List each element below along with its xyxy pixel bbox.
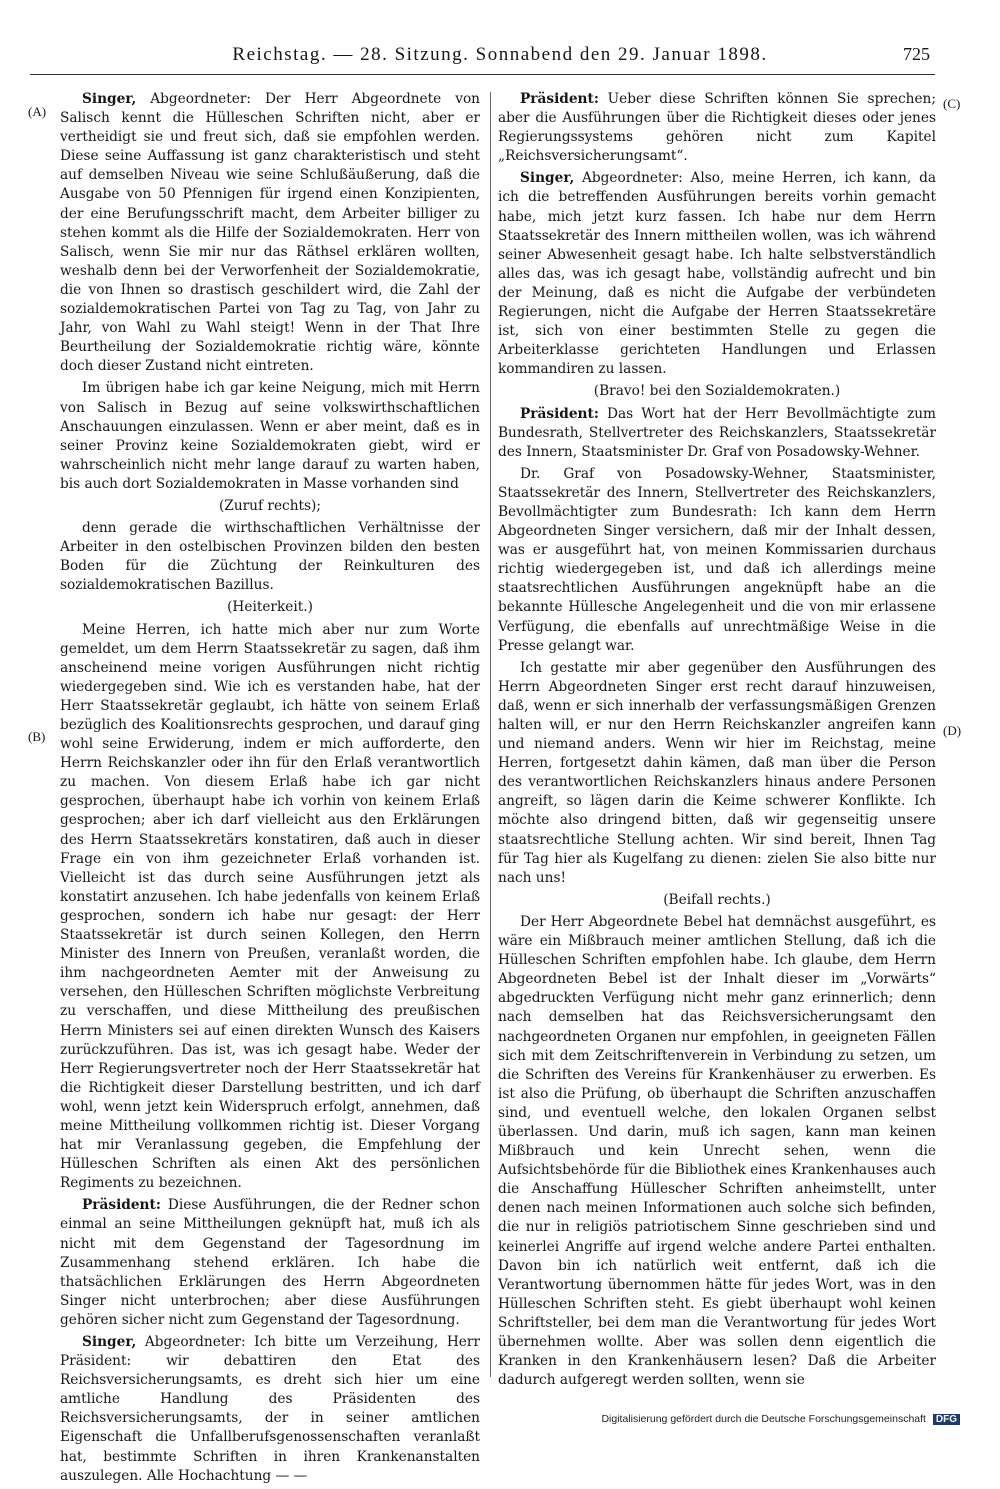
paragraph xyxy=(498,90,936,166)
paragraph xyxy=(498,659,936,888)
paragraph-text: Ueber diese Schriften können Sie sprechen; aber die Ausführungen über die Richtigkeit dieses oder jenes Regierungssystems gehören nicht zum Kapitel „Reichsversicherungsamt“. xyxy=(498,91,936,165)
paragraph-text: (Heiterkeit.) xyxy=(227,599,313,616)
speaker-name: Singer, xyxy=(82,1334,137,1350)
paragraph-text: Abgeordneter: Der Herr Abgeordnete von Salisch kennt die Hülleschen Schriften nicht, aber er vertheidigt sie und freut sich, daß sie empfohlen werden. Diese seine Auffassung ist ganz charakteristisch und steht auf demselben Niveau wie seine Schlußäußerung, daß die Ausgabe von 50 Pfennigen für irgend einen Konzipienten, der eine Berufungsschrift macht, dem Arbeiter billiger zu stehen kommt als die Hilfe der Sozialdemokraten. Herr von Salisch, wenn Sie mir nur das Räthsel erklären wollten, weshalb denn bei der Verworfenheit der Sozialdemokratie, die von Ihnen so drastisch geschildert wird, die Zahl der sozialdemokratischen Partei von Tag zu Tag, von Jahr zu Jahr, von Wahl zu Wahl steigt! Wenn in der That Ihre Beurtheilung der Sozialdemokratie richtig wäre, könnte doch dieser Zustand nicht eintreten. xyxy=(60,91,480,375)
speaker-name: Präsident: xyxy=(520,91,599,107)
paragraph-text: Im übrigen habe ich gar keine Neigung, mich mit Herrn von Salisch in Bezug auf seine volkswirthschaftlichen Anschauungen einzulassen. Wenn er aber meint, daß es in seiner Provinz keine Sozialdemokraten giebt, wird er wahrscheinlich nicht mehr lange darauf zu warten haben, bis auch dort Sozialdemokraten in Masse vorhanden sind xyxy=(60,380,480,492)
paragraph-text: Abgeordneter: Ich bitte um Verzeihung, Herr Präsident: wir debattiren den Etat des Reichsversicherungsamts, es dreht sich hier um eine amtliche Handlung des Präsidenten des Reichsversicherungsamts, der in seiner amtlichen Eigenschaft die Unfallberufsgenossenschaften veranlaßt hat, bestimmte Schriften in ihren Krankenanstalten auszulegen. Alle Hochachtung — — xyxy=(60,1334,480,1484)
paragraph-text: Das Wort hat der Herr Bevollmächtigte zum Bundesrath, Stellvertreter des Reichskanzlers, Staatssekretär des Innern, Staatsminister Dr. Graf von Posadowsky-Wehner. xyxy=(498,405,936,460)
paragraph-text: Ich gestatte mir aber gegenüber den Ausführungen des Herrn Abgeordneten Singer erst recht darauf hinzuweisen, daß, wenn er sich innerhalb der verfassungsmäßigen Grenzen halten will, er nur den Herrn Reichskanzler angreifen kann und niemand anders. Wenn wir hier im Reichstag, meine Herren, fortgesetzt dahin kämen, daß man über die Person des verantwortlichen Reichskanzlers hinaus andere Personen angreift, so lägen darin die Keime schwerer Konflikte. Ich möchte also dringend bitten, daß wir gegenseitig unsere staatsrechtliche Stellung achten. Wir sind bereit, Ihnen Tag für Tag hier als Kugelfang zu dienen: zielen Sie also bitte nur nach uns! xyxy=(498,659,936,886)
speaker-name: Präsident: xyxy=(520,405,599,422)
paragraph-text: (Beifall rechts.) xyxy=(663,891,771,908)
left-column xyxy=(60,90,480,1489)
margin-mark-c: (C) xyxy=(943,96,961,111)
header-rule xyxy=(30,74,935,75)
paragraph xyxy=(60,90,480,376)
paragraph xyxy=(498,405,936,462)
paragraph xyxy=(60,598,480,617)
paragraph xyxy=(498,891,936,910)
paragraph xyxy=(60,621,480,1194)
speaker-name: Singer, xyxy=(520,170,575,187)
speaker-name: Singer, xyxy=(82,91,137,107)
paragraph-text: Meine Herren, ich hatte mich aber nur zum Worte gemeldet, um dem Herrn Staatssekretär zu sagen, daß ihm anscheinend meine vorigen Ausführungen nicht richtig wiedergegeben sind. Wie ich es verstanden habe, hat der Herr Staatssekretär geglaubt, ich hätte von seinem Erlaß bezüglich des Koalitionsrechts gesprochen, und darauf ging wohl seine Erwiderung, indem er mich aufforderte, den Herrn Reichskanzler oder ihn für den Erlaß verantwortlich zu machen. Von diesem Erlaß habe ich gar nicht gesprochen, überhaupt habe ich vorhin von keinem Erlaß gesprochen; aber ich darf vielleicht aus den Erklärungen des Herrn Staatssekretärs konstatiren, daß auch in dieser Frage ein von ihm gezeichneter Erlaß vorhanden ist. Vielleicht ist das durch seine Ausführungen jetzt als konstatirt anzusehen. Ich habe jedenfalls von keinem Erlaß gesprochen, sondern ich habe nur gesagt: der Herr Staatssekretär ist durch seinen Kollegen, den Herrn Minister des Innern von Preußen, veranlaßt worden, die ihm nachgeordneten Aemter mit der Anweisung zu versehen, den Hülleschen Schriften möglichste Verbreitung zu verschaffen, und diese Mittheilung des preußischen Herrn Ministers sei auf einen direkten Wunsch des Kaisers zurückzuführen. Das ist, was ich gesagt habe. Weder der Herr Regierungsvertreter noch der Herr Staatssekretär hat die Richtigkeit dieser Darstellung bestritten, und ich darf wohl, wenn jetzt kein Widerspruch erfolgt, annehmen, daß meine Mittheilung vollkommen richtig ist. Dieser Vorgang hat mir Veranlassung gegeben, die Empfehlung der Hülleschen Schriften als einen Akt des persönlichen Regiments zu bezeichnen. xyxy=(60,621,480,1192)
footer-text: Digitalisierung gefördert durch die Deutsche Forschungsgemeinschaft xyxy=(601,1413,926,1425)
paragraph xyxy=(60,379,480,494)
paragraph xyxy=(498,169,936,379)
page-number: 725 xyxy=(903,44,930,64)
paragraph-text: (Bravo! bei den Sozialdemokraten.) xyxy=(593,383,841,400)
paragraph xyxy=(498,465,936,656)
paragraph xyxy=(60,519,480,595)
paragraph xyxy=(60,1196,480,1330)
paragraph-text: denn gerade die wirthschaftlichen Verhältnisse der Arbeiter in den ostelbischen Provinzen bilden den besten Boden für die Züchtung der Reinkulturen des sozialdemokratischen Bazillus. xyxy=(60,520,480,594)
column-divider xyxy=(490,92,491,1377)
right-column xyxy=(498,90,936,1393)
paragraph-text: Abgeordneter: Also, meine Herren, ich kann, da ich die betreffenden Ausführungen bereits vorhin gemacht habe, mich jetzt kurz fassen. Ich habe nur dem Herrn Staatssekretär des Innern mittheilen wollen, was ich während seiner Abwesenheit gesagt habe. Ich halte selbstverständlich alles das, was ich gesagt habe, vollständig aufrecht und bin der Meinung, daß es nicht die Aufgabe der verbündeten Regierungen, nicht die Aufgabe der Herren Staatssekretäre ist, sich von einer bestimmten Stelle zu gegen die Arbeiterklasse gerichteten Handlungen und Erlassen kommandiren zu lassen. xyxy=(498,170,936,378)
paragraph-text: Dr. Graf von Posadowsky-Wehner, Staatsminister, Staatssekretär des Innern, Stellvertreter des Reichskanzlers, Bevollmächtigter zum Bundesrath: Ich kann dem Herrn Abgeordneten Singer versichern, daß mir der Inhalt dessen, was er ausgeführt hat, von meinen Kommissarien durchaus richtig wiedergegeben ist, und daß ich allerdings meine staatsrechtlichen Ausführungen angeknüpft habe an die bekannte Hüllesche Angelegenheit und die von mir erlassene Verfügung, die ebenfalls auf unrechtmäßige Weise in die Presse gelangt war. xyxy=(498,465,936,654)
page-header xyxy=(0,44,1000,74)
paragraph xyxy=(60,1333,480,1486)
paragraph xyxy=(498,382,936,401)
header-title: Reichstag. — 28. Sitzung. Sonnabend den 29. Januar 1898. xyxy=(232,44,768,65)
paragraph xyxy=(498,913,936,1390)
margin-mark-d: (D) xyxy=(943,723,962,738)
footer xyxy=(601,1413,960,1425)
paragraph-text: Diese Ausführungen, die der Redner schon einmal an seine Mittheilungen geknüpft hat, muß ich als nicht mit dem Gegenstand der Tagesordnung im Zusammenhang stehend erklären. Ich habe die thatsächlichen Erklärungen des Herrn Abgeordneten Singer nicht unterbrochen; aber diese Ausführungen gehören sicher nicht zum Gegenstand der Tagesordnung. xyxy=(60,1197,480,1328)
speaker-name: Präsident: xyxy=(82,1197,161,1214)
paragraph-text: (Zuruf rechts); xyxy=(218,497,322,514)
paragraph-text: Der Herr Abgeordnete Bebel hat demnächst ausgeführt, es wäre ein Mißbrauch meiner amtlichen Stellung, daß ich die Hülleschen Schriften empfohlen habe. Ich glaube, dem Herrn Abgeordneten Bebel ist der Inhalt dieser im „Vorwärts“ abgedruckten Verfügung nicht mehr ganz erinnerlich; denn nach demselben hat das Reichsversicherungsamt den nachgeordneten Organen nur empfohlen, in geeigneten Fällen sich mit dem Zeitschriftenverein in Verbindung zu setzen, um die Schriften des Vereins für Krankenhäuser zu erwerben. Es ist also die Prüfung, ob überhaupt die Schriften anzuschaffen sind, und eventuell welche, den lokalen Organen selbst überlassen. Und darin, muß ich sagen, kann man keinen Mißbrauch und kein Unrecht sehen, wenn die Aufsichtsbehörde für die Bibliothek eines Krankenhauses auch die Anschaffung Hüllescher Schriften anheimstellt, unter denen nach meinen Informationen auch solche sich befinden, die nur in religiös patriotischem Sinne geschrieben sind und keinerlei Angriffe auf irgend welche andere Partei enthalten. Davon bin ich natürlich weit entfernt, daß ich die Verantwortung übernommen hätte für jedes Wort, was in den Hülleschen Schriften steht. Es giebt überhaupt wohl keinen Schriftsteller, bei dem man die Verantwortung für jedes Wort übernehmen wollte. Aber was sollen denn eigentlich die Kranken in den Krankenhäusern lesen? Daß die Arbeiter dadurch aufgeregt werden sollten, wenn sie xyxy=(498,913,936,1389)
dfg-logo: DFG xyxy=(933,1414,960,1425)
paragraph xyxy=(60,497,480,516)
margin-mark-a: (A) xyxy=(28,104,47,119)
margin-mark-b: (B) xyxy=(28,729,46,744)
